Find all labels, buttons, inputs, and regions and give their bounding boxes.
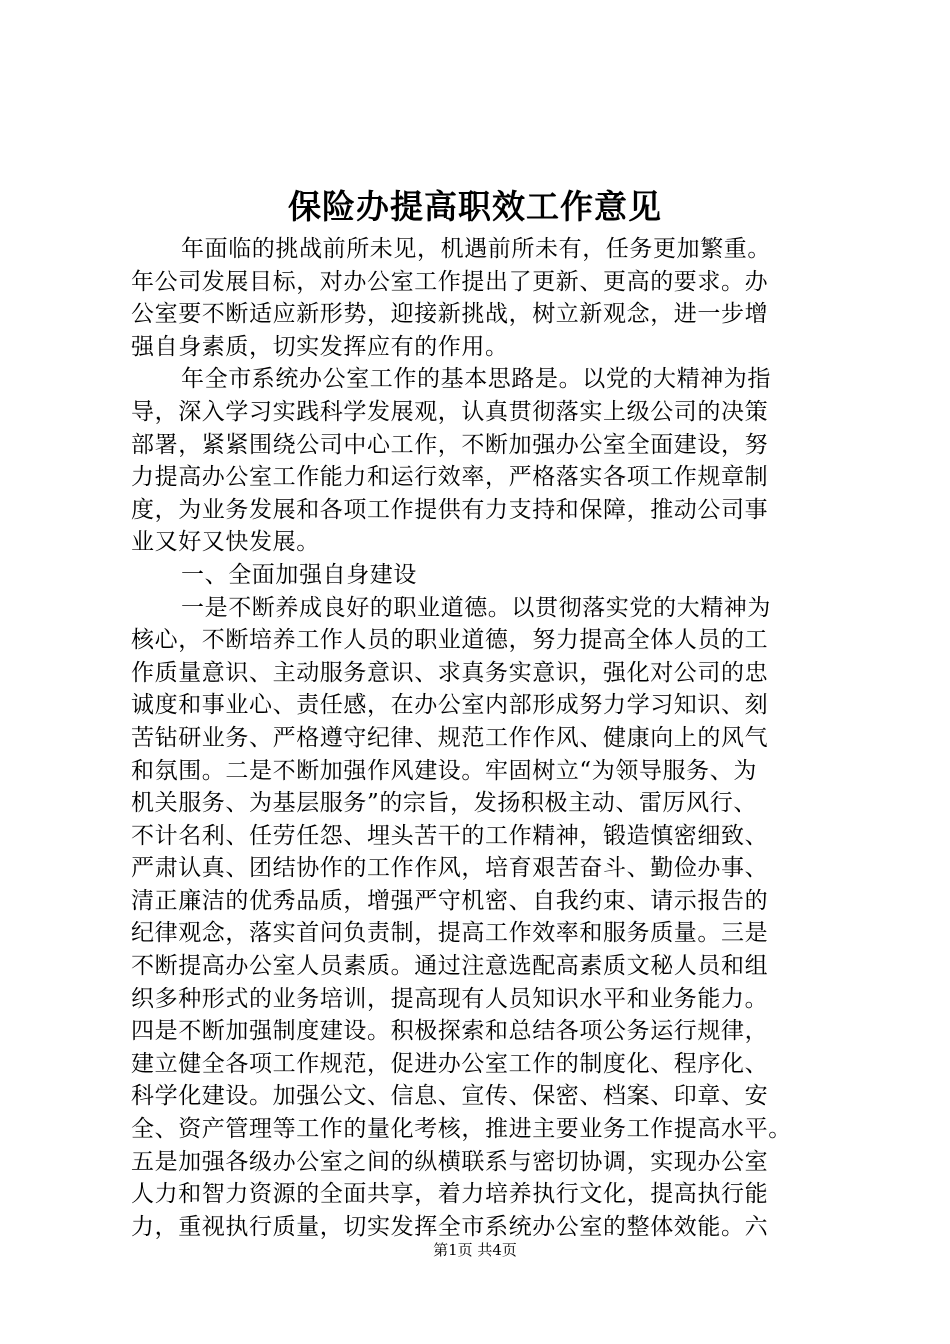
text-line: 一、全面加强自身建设 xyxy=(181,561,417,588)
text-line: 不断提高办公室人员素质。通过注意选配高素质文秘人员和组 xyxy=(131,953,769,980)
text-line: 纪律观念，落实首问负责制，提高工作效率和服务质量。三是 xyxy=(131,920,769,947)
text-line: 核心，不断培养工作人员的职业道德，努力提高全体人员的工 xyxy=(131,627,769,654)
text-line: 机关服务、为基层服务”的宗旨，发扬积极主动、雷厉风行、 xyxy=(131,790,757,817)
text-line: 诚度和事业心、责任感，在办公室内部形成努力学习知识、刻 xyxy=(131,692,769,719)
text-line: 清正廉洁的优秀品质，增强严守机密、自我约束、请示报告的 xyxy=(131,887,769,914)
text-line: 力，重视执行质量，切实发挥全市系统办公室的整体效能。六 xyxy=(131,1213,769,1240)
text-line: 五是加强各级办公室之间的纵横联系与密切协调，实现办公室 xyxy=(131,1148,769,1175)
text-line: 导，深入学习实践科学发展观，认真贯彻落实上级公司的决策 xyxy=(131,398,769,425)
text-line: 苦钻研业务、严格遵守纪律、规范工作作风、健康向上的风气 xyxy=(131,724,769,751)
text-line: 四是不断加强制度建设。积极探索和总结各项公务运行规律， xyxy=(131,1018,769,1045)
text-line: 建立健全各项工作规范，促进办公室工作的制度化、程序化、 xyxy=(131,1050,769,1077)
document-title: 保险办提高职效工作意见 xyxy=(288,187,662,226)
page-footer: 第1页 共4页 xyxy=(433,1241,517,1259)
text-line: 公室要不断适应新形势，迎接新挑战，树立新观念，进一步增 xyxy=(131,301,769,328)
text-line: 作质量意识、主动服务意识、求真务实意识，强化对公司的忠 xyxy=(131,659,769,686)
text-line: 严肃认真、团结协作的工作作风，培育艰苦奋斗、勤俭办事、 xyxy=(131,855,769,882)
text-line: 力提高办公室工作能力和运行效率，严格落实各项工作规章制 xyxy=(131,464,769,491)
text-line: 度，为业务发展和各项工作提供有力支持和保障，推动公司事 xyxy=(131,496,769,523)
text-line: 业又好又快发展。 xyxy=(131,529,320,556)
text-line: 年公司发展目标，对办公室工作提出了更新、更高的要求。办 xyxy=(131,268,769,295)
text-line: 织多种形式的业务培训，提高现有人员知识水平和业务能力。 xyxy=(131,985,769,1012)
text-line: 年全市系统办公室工作的基本思路是。以党的大精神为指 xyxy=(181,366,771,393)
text-line: 和氛围。二是不断加强作风建设。牢固树立“为领导服务、为 xyxy=(131,757,757,784)
text-line: 人力和智力资源的全面共享，着力培养执行文化，提高执行能 xyxy=(131,1181,769,1208)
document-body xyxy=(131,233,831,1243)
text-line: 一是不断养成良好的职业道德。以贯彻落实党的大精神为 xyxy=(181,594,771,621)
text-line: 年面临的挑战前所未见，机遇前所未有，任务更加繁重。 xyxy=(181,236,771,262)
text-line: 科学化建设。加强公文、信息、宣传、保密、档案、印章、安 xyxy=(131,1083,769,1110)
text-line: 全、资产管理等工作的量化考核，推进主要业务工作提高水平。 xyxy=(131,1116,792,1143)
text-line: 不计名利、任劳任怨、埋头苦干的工作精神，锻造慎密细致、 xyxy=(131,822,769,849)
text-line: 强自身素质，切实发挥应有的作用。 xyxy=(131,333,509,360)
text-line: 部署，紧紧围绕公司中心工作，不断加强办公室全面建设，努 xyxy=(131,431,769,458)
